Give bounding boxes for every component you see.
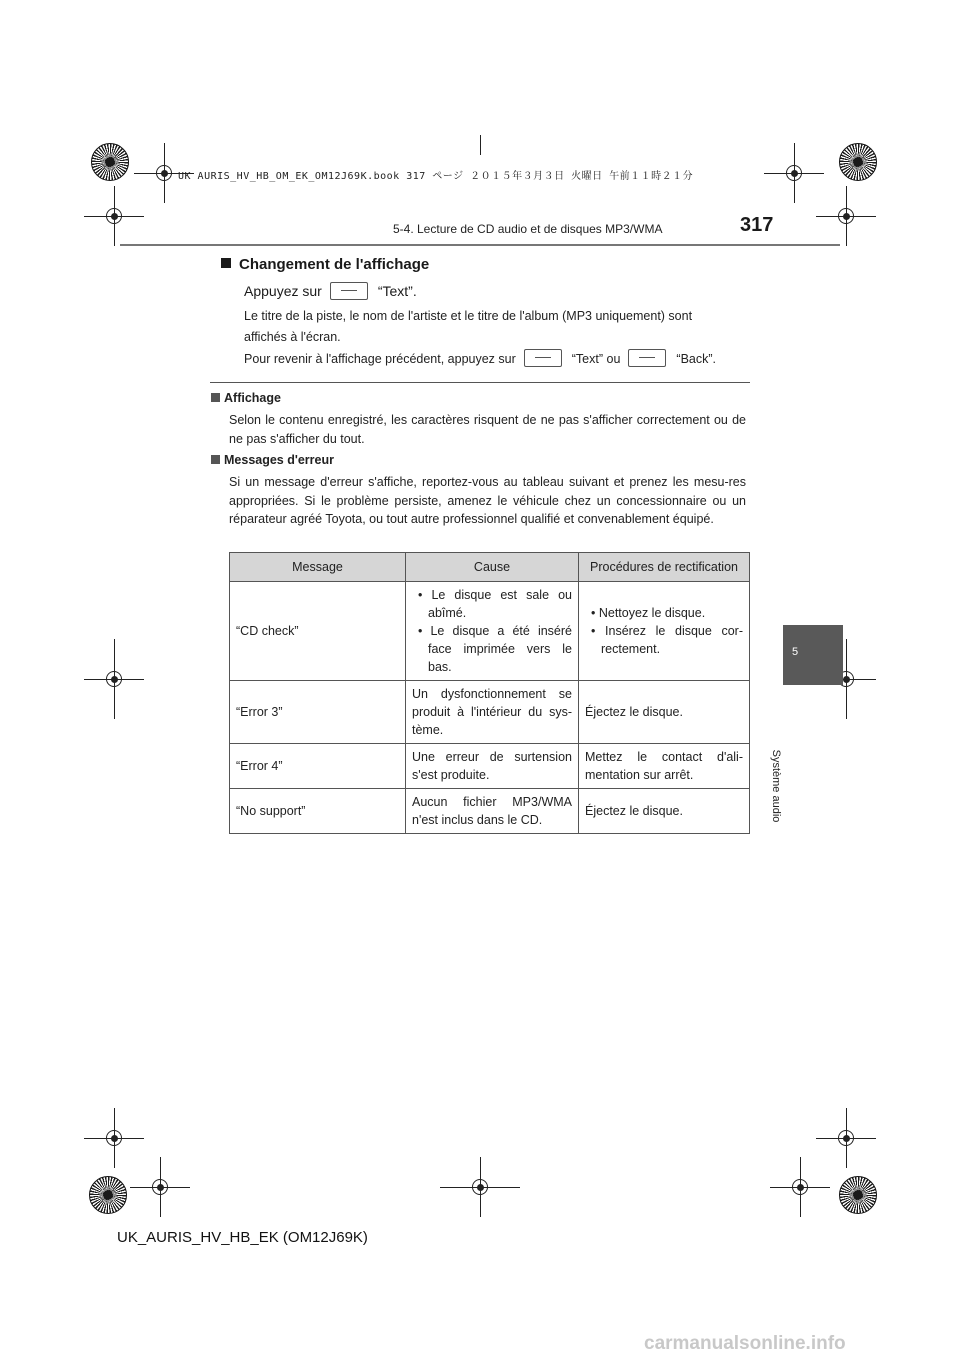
- note-body-affichage: Selon le contenu enregistré, les caractères risquent de ne pas s'afficher correctement ou de ne pas s'afficher du tout.: [229, 413, 746, 446]
- column-header-message: Message: [230, 553, 406, 582]
- table-row: [230, 744, 750, 789]
- section-title: [221, 256, 429, 273]
- table-row: [230, 789, 750, 834]
- press-instruction: [244, 282, 417, 300]
- screen-button-icon: [330, 282, 368, 300]
- cause-cell: Un dysfonctionnement se produit à l'intérieur du sys-tème.: [406, 681, 579, 744]
- table-row: [230, 681, 750, 744]
- square-bullet-icon: [211, 393, 220, 402]
- fix-cell: Éjectez le disque.: [579, 789, 750, 834]
- table-row: [230, 582, 750, 681]
- list-item: • Insérez le disque cor-rectement.: [585, 622, 743, 658]
- return-instruction: [244, 349, 716, 370]
- list-item: • Le disque a été inséré face imprimée vers le bas.: [412, 622, 572, 676]
- header-section-title: 5-4. Lecture de CD audio et de disques MP3/WMA: [393, 222, 663, 236]
- note-title-affichage: [211, 391, 281, 405]
- chapter-title: Système audio: [770, 749, 782, 823]
- table-header-row: [230, 553, 750, 582]
- list-item: • Le disque est sale ou abîmé.: [412, 586, 572, 622]
- error-table: [229, 552, 750, 834]
- square-bullet-icon: [211, 455, 220, 464]
- screen-button-icon: [628, 349, 666, 367]
- message-cell: “Error 4”: [230, 744, 406, 789]
- return-suffix: “Back”.: [676, 352, 716, 366]
- press-prefix: Appuyez sur: [244, 283, 322, 299]
- section-title-text: Changement de l'affichage: [239, 256, 430, 273]
- fix-cell: Éjectez le disque.: [579, 681, 750, 744]
- note-title-text: Messages d'erreur: [224, 453, 334, 467]
- square-bullet-icon: [221, 258, 231, 268]
- return-mid: “Text” ou: [571, 352, 621, 366]
- header-rule: [120, 244, 840, 246]
- book-imprint: UK AURIS_HV_HB_OM_EK_OM12J69K.book 317 ページ ２０１５年３月３日 火曜日 午前１１時２１分: [178, 171, 694, 182]
- cause-cell: [406, 582, 579, 681]
- page-number: 317: [740, 214, 774, 236]
- section-divider: [210, 382, 750, 383]
- message-cell: “CD check”: [230, 582, 406, 681]
- registration-sunburst-icon: [91, 143, 129, 181]
- note-title-text: Affichage: [224, 391, 281, 405]
- column-header-cause: Cause: [406, 553, 579, 582]
- registration-sunburst-icon: [839, 1176, 877, 1214]
- cause-cell: Aucun fichier MP3/WMA n'est inclus dans le CD.: [406, 789, 579, 834]
- screen-button-icon: [524, 349, 562, 367]
- column-header-rectification: Procédures de rectification: [579, 553, 750, 582]
- description-line-2: affichés à l'écran.: [244, 330, 341, 344]
- list-item: • Nettoyez le disque.: [585, 604, 743, 622]
- fix-cell: Mettez le contact d'ali-mentation sur arrêt.: [579, 744, 750, 789]
- watermark: carmanualsonline.info: [644, 1333, 846, 1354]
- message-cell: “Error 3”: [230, 681, 406, 744]
- footer-model-code: UK_AURIS_HV_HB_EK (OM12J69K): [117, 1229, 368, 1246]
- return-prefix: Pour revenir à l'affichage précédent, appuyez sur: [244, 352, 516, 366]
- press-suffix: “Text”.: [377, 283, 417, 299]
- note-title-messages: [211, 453, 334, 467]
- chapter-number: 5: [792, 646, 799, 658]
- note-body-messages: Si un message d'erreur s'affiche, reportez-vous au tableau suivant et prenez les mesu-res appropriées. Si le problème persiste, amenez le véhicule chez un concessionnaire ou un réparateur agréé Toyota, ou tout autre professionnel qualifié et convenablement équipé.: [229, 475, 746, 526]
- registration-sunburst-icon: [89, 1176, 127, 1214]
- fix-cell: [579, 582, 750, 681]
- message-cell: “No support”: [230, 789, 406, 834]
- cause-cell: Une erreur de surtension s'est produite.: [406, 744, 579, 789]
- registration-sunburst-icon: [839, 143, 877, 181]
- description-line-1: Le titre de la piste, le nom de l'artiste et le titre de l'album (MP3 uniquement) sont: [244, 309, 693, 323]
